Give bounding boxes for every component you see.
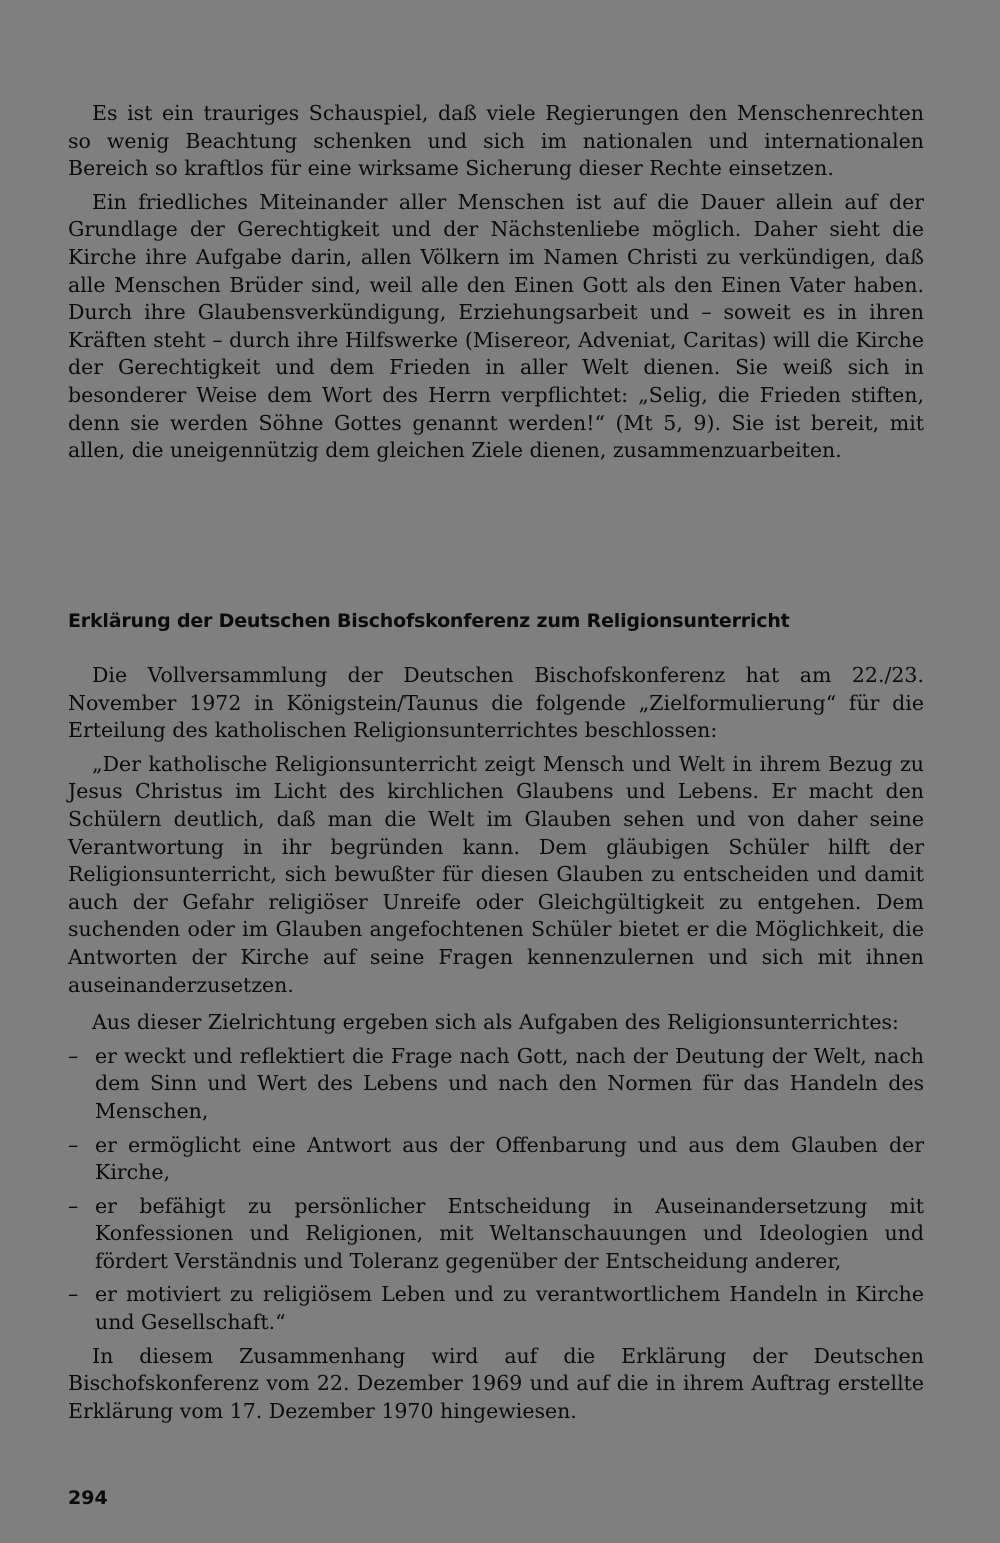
paragraph-tasks-intro: Aus dieser Zielrichtung ergeben sich als Aufgaben des Religionsunterrichtes: <box>92 1010 899 1035</box>
dash-marker: – <box>68 1043 79 1068</box>
section-human-rights <box>68 100 924 465</box>
paragraph-human-rights: Es ist ein trauriges Schauspiel, daß viele Regierungen den Menschenrechten so wenig Beachtung schenken und sich im nationalen und internationalen Bereich so kraftlos für eine wirksame Sicherung dieser Rechte einsetzen. <box>68 101 924 181</box>
list-item <box>68 1043 924 1126</box>
section-heading: Erklärung der Deutschen Bischofskonferenz zum Religionsunterricht <box>68 610 790 632</box>
list-item-text: er weckt und reflektiert die Frage nach Gott, nach der Deutung der Welt, nach dem Sinn und Wert des Lebens und nach den Normen für das Handeln des Menschen, <box>95 1043 924 1123</box>
list-item-text: er ermöglicht eine Antwort aus der Offenbarung und aus dem Glauben der Kirche, <box>95 1132 924 1185</box>
dash-marker: – <box>68 1282 79 1307</box>
paragraph-quote: „Der katholische Religionsunterricht zeigt Mensch und Welt in ihrem Bezug zu Jesus Christus im Licht des kirchlichen Glaubens und Lebens. Er macht den Schülern deutlich, daß man die Welt im Glauben sehen und von daher seine Verantwortung in ihr begründen kann. Dem gläubigen Schüler hilft der Religionsunterricht, sich bewußter für diesen Glauben zu entscheiden und damit auch der Gefahr religiöser Unreife oder Gleichgültigkeit zu entgehen. Dem suchenden oder im Glauben angefochtenen Schüler bietet er die Möglichkeit, die Antworten der Kirche auf seine Fragen kennenzulernen und sich mit ihnen auseinanderzusetzen. <box>68 751 924 997</box>
paragraph-intro: Die Vollversammlung der Deutschen Bischofskonferenz hat am 22./23. November 1972 in Königstein/Taunus die folgende „Zielformulierung“ für die Erteilung des katholischen Religionsunterrichtes beschlossen: <box>68 663 924 743</box>
list-item-text: er motiviert zu religiösem Leben und zu verantwortlichem Handeln in Kirche und Gesellschaft.“ <box>95 1282 924 1335</box>
dash-marker: – <box>68 1193 79 1218</box>
dash-marker: – <box>68 1132 79 1157</box>
list-item-text: er befähigt zu persönlicher Entscheidung in Auseinandersetzung mit Konfessionen und Religionen, mit Weltanschauungen und Ideologien und fördert Verständnis und Toleranz gegenüber der Entscheidung anderer, <box>95 1193 924 1273</box>
paragraph-closing: In diesem Zusammenhang wird auf die Erklärung der Deutschen Bischofskonferenz vom 22. Dezember 1969 und auf die in ihrem Auftrag erstellte Erklärung vom 17. Dezember 1970 hingewiesen. <box>68 1343 924 1423</box>
task-list <box>68 1043 924 1337</box>
section-religious-education <box>68 662 924 1425</box>
list-item <box>68 1281 924 1336</box>
page-number: 294 <box>68 1487 108 1509</box>
paragraph-peace: Ein friedliches Miteinander aller Menschen ist auf die Dauer allein auf der Grundlage der Gerechtigkeit und der Nächstenliebe möglich. Daher sieht die Kirche ihre Aufgabe darin, allen Völkern im Namen Christi zu verkündigen, daß alle Menschen Brüder sind, weil alle den Einen Gott als den Einen Vater haben. Durch ihre Glaubensverkündigung, Erziehungsarbeit und – soweit es in ihren Kräften steht – durch ihre Hilfswerke (Misereor, Adveniat, Caritas) will die Kirche der Gerechtigkeit und dem Frieden in aller Welt dienen. Sie weiß sich in besonderer Weise dem Wort des Herrn verpflichtet: „Selig, die Frieden stiften, denn sie werden Söhne Gottes genannt werden!“ (Mt 5, 9). Sie ist bereit, mit allen, die uneigennützig dem gleichen Ziele dienen, zusammenzuarbeiten. <box>68 189 924 463</box>
list-item <box>68 1193 924 1276</box>
list-item <box>68 1132 924 1187</box>
